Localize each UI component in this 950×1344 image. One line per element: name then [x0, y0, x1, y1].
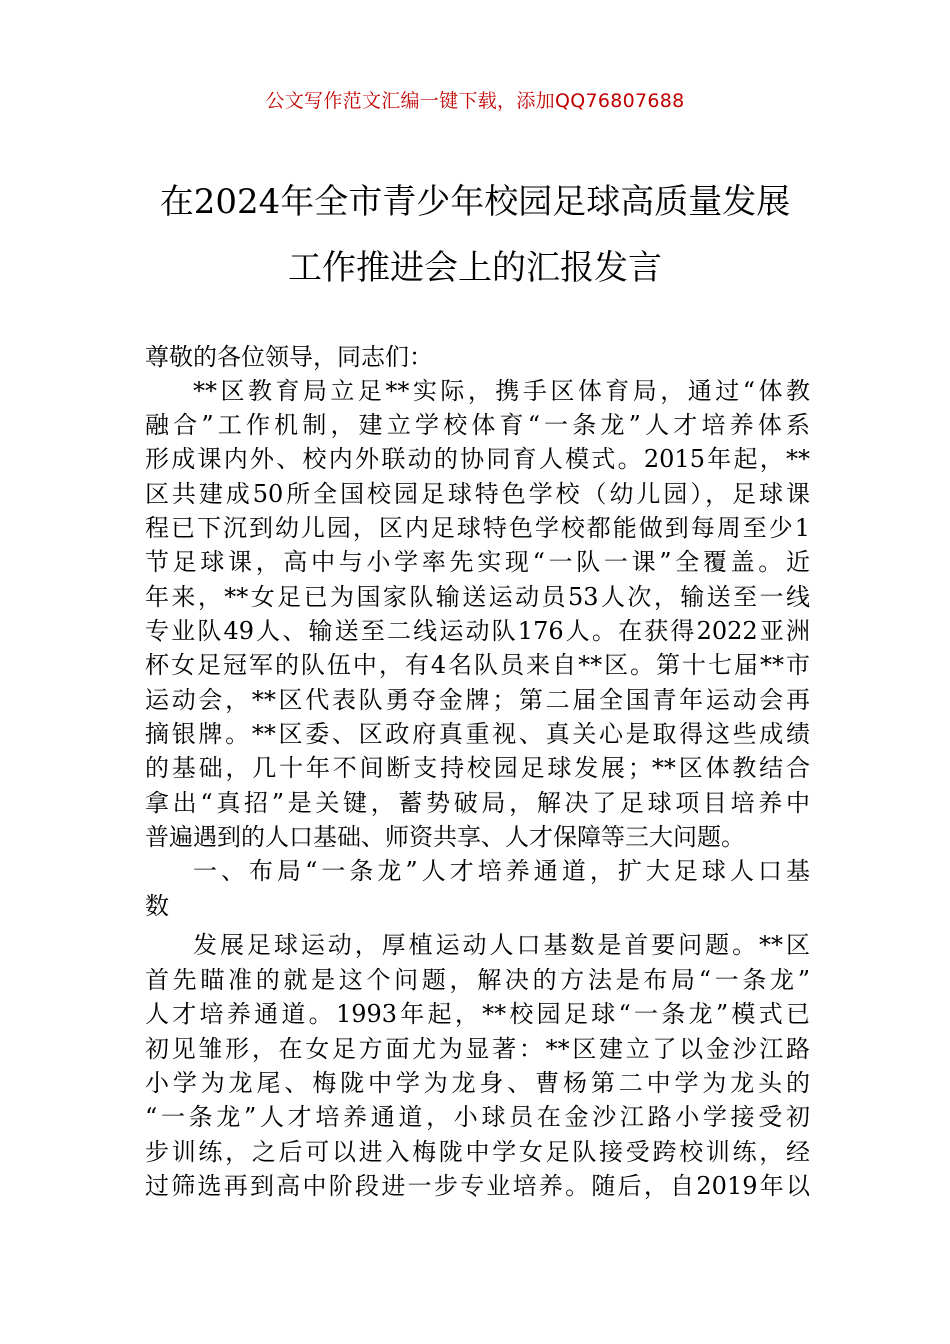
paragraph-line: 步训练，之后可以进入梅陇中学女足队接受跨校训练，经: [145, 1138, 810, 1166]
paragraph-line: 程已下沉到幼儿园，区内足球特色学校都能做到每周至少1: [145, 514, 810, 542]
paragraph-line: 融合”工作机制，建立学校体育“一条龙”人才培养体系: [145, 411, 810, 439]
paragraph-line: 小学为龙尾、梅陇中学为龙身、曹杨第二中学为龙头的: [145, 1069, 810, 1097]
paragraph-line: 运动会，**区代表队勇夺金牌；第二届全国青年运动会再: [145, 686, 810, 714]
paragraph-line: 人才培养通道。1993年起，**校园足球“一条龙”模式已: [145, 1000, 810, 1028]
paragraph-line: “一条龙”人才培养通道，小球员在金沙江路小学接受初: [145, 1103, 810, 1131]
paragraph-line: 首先瞄准的就是这个问题，解决的方法是布局“一条龙”: [145, 966, 810, 994]
paragraph-line: 过筛选再到高中阶段进一步专业培养。随后，自2019年以: [145, 1172, 810, 1200]
paragraph-line: 发展足球运动，厚植运动人口基数是首要问题。**区: [193, 931, 810, 959]
paragraph-line: 形成课内外、校内外联动的协同育人模式。2015年起，**: [145, 445, 810, 473]
paragraph-line: 拿出“真招”是关键，蓄势破局，解决了足球项目培养中: [145, 789, 810, 817]
document-title-line-1: 在2024年全市青少年校园足球高质量发展: [159, 182, 791, 222]
section-heading-line: 一、布局“一条龙”人才培养通道，扩大足球人口基: [193, 857, 810, 885]
paragraph-line: 的基础，几十年不间断支持校园足球发展；**区体教结合: [145, 754, 810, 782]
paragraph-line: 摘银牌。**区委、区政府真重视、真关心是取得这些成绩: [145, 720, 810, 748]
paragraph-line: 节足球课，高中与小学率先实现“一队一课”全覆盖。近: [145, 548, 810, 576]
paragraph-line: **区教育局立足**实际，携手区体育局，通过“体教: [193, 377, 810, 405]
paragraph-line: 初见雏形，在女足方面尤为显著：**区建立了以金沙江路: [145, 1035, 810, 1063]
paragraph-line: 杯女足冠军的队伍中，有4名队员来自**区。第十七届**市: [145, 651, 810, 679]
document-title-line-2: 工作推进会上的汇报发言: [288, 248, 662, 288]
paragraph-line: 专业队49人、输送至二线运动队176人。在获得2022亚洲: [145, 617, 810, 645]
section-heading-line: 数: [145, 892, 169, 920]
paragraph-line: 普遍遇到的人口基础、师资共享、人才保障等三大问题。: [145, 823, 745, 851]
paragraph-line: 区共建成50所全国校园足球特色学校（幼儿园），足球课: [145, 480, 810, 508]
paragraph-line: 年来，**女足已为国家队输送运动员53人次，输送至一线: [145, 583, 810, 611]
salutation: 尊敬的各位领导，同志们：: [145, 343, 433, 371]
download-note-header: 公文写作范文汇编一键下载，添加QQ76807688: [265, 90, 685, 112]
